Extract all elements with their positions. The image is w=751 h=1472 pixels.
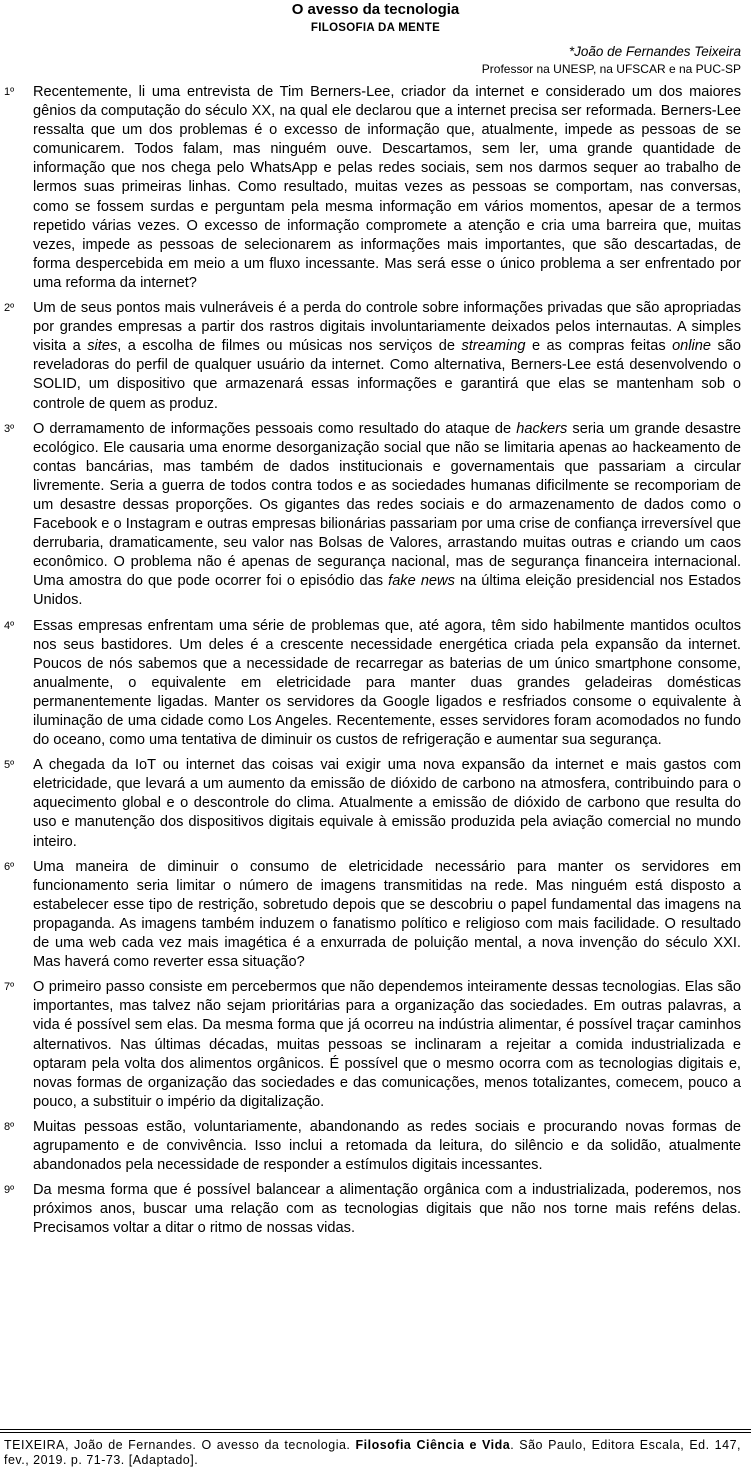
paragraph (0, 299, 751, 414)
bibliographic-reference (4, 1438, 741, 1468)
paragraph (0, 420, 751, 611)
paragraph-text: seria um grande desastre ecológico. Ele causaria uma enorme desorganização social que não se limitaria apenas ao hackeamento de contas bancárias, mas também de dados institucionais e governamentais que passariam a circular livremente. Seria a guerra de todos contra todos e as sociedades humanas dificilmente se recomporiam de um desastre dessas proporções. Os gigantes das redes sociais e do armazenamento de dados como o Facebook e o Instagram e outras empresas bilionárias passariam por uma crise de confiança irreversível que derrubaria, dramaticamente, seu valor nas Bolsas de Valores, arrastando muitas outras e criando um caos econômico. O problema não é apenas de segurança nacional, mas de segurança financeira internacional. Uma amostra do que pode ocorrer foi o episódio das (33, 420, 741, 590)
paragraph-text: A chegada da IoT ou internet das coisas vai exigir uma nova expansão da internet e mais gastos com eletricidade, que levará a um aumento da emissão de dióxido de carbono na atmosfera, contribuindo para o aquecimento global e o descontrole do clima. Atualmente a emissão de dióxido de carbono que resulta do uso e manutenção dos dispositivos digitais equivale à emissão produzida pela aviação comercial no mundo inteiro. (33, 757, 741, 850)
paragraph-number: 5º (4, 759, 15, 772)
paragraph-number: 9º (4, 1184, 15, 1197)
paragraph-text: O primeiro passo consiste em percebermos que não dependemos inteiramente dessas tecnologias. Elas são importantes, mas talvez não sejam prioritárias para a organização das sociedades. Em outras palavras, a vida é possível sem elas. Da mesma forma que já ocorreu na indústria alimentar, é possível traçar caminhos alternativos. Nas últimas décadas, muitas pessoas se inclinaram a rejeitar a comida industrializada e optaram pela volta dos alimentos orgânicos. É possível que o mesmo ocorra com as tecnologias digitais e, novas formas de organização das sociedades e das comunicações, menos totalizantes, comecem, pouco a pouco, a substituir o império da digitalização. (33, 979, 741, 1110)
paragraph-text: na última eleição presidencial nos Estados Unidos. (33, 573, 741, 609)
paragraph-number: 2º (4, 302, 15, 315)
paragraph (0, 83, 751, 293)
paragraph-number: 8º (4, 1120, 15, 1133)
reference-magazine: Filosofia Ciência e Vida (355, 1438, 511, 1452)
paragraph-text: são reveladoras do perfil de qualquer usuário da internet. Como alternativa, Berners-Lee está desenvolvendo o SOLID, um dispositivo que armazenará essas informações e garantirá que elas se mantenham sob o controle de quem as produz. (33, 338, 741, 412)
paragraph-number: 7º (4, 981, 15, 994)
author-affiliation: Professor na UNESP, na UFSCAR e na PUC-SP (481, 62, 741, 76)
paragraph (0, 978, 751, 1112)
reference-text-after: . São Paulo, Editora Escala, Ed. 147, fev., 2019. p. 71-73. [Adaptado]. (4, 1438, 742, 1467)
paragraph-number: 6º (4, 860, 15, 873)
paragraph-number: 3º (4, 422, 15, 435)
article-body (0, 83, 751, 1238)
paragraph-text: Uma maneira de diminuir o consumo de eletricidade necessário para manter os servidores em funcionamento seria limitar o número de imagens transmitidas na rede. Mas ninguém está disposto a estabelecer esse tipo de restrição, sobretudo depois que se descobriu o papel fundamental das imagens na propaganda. As imagens também induzem o fanatismo político e religioso com mais facilidade. O resultado de uma web cada vez mais imagética é a enxurrada de poluição mental, a nova invenção do século XXI. Mas haverá como reverter essa situação? (33, 858, 741, 971)
paragraph-text: Da mesma forma que é possível balancear a alimentação orgânica com a industrializada, poderemos, nos próximos anos, buscar uma relação com as tecnologias digitais que não nos torne mais reféns delas. Precisamos voltar a ditar o ritmo de nossas vidas. (33, 1182, 741, 1237)
paragraph-text: , a escolha de filmes ou músicas nos serviços de (117, 338, 462, 355)
italic-term: fake news (388, 573, 455, 590)
italic-term: hackers (516, 420, 568, 437)
italic-term: streaming (461, 338, 526, 355)
paragraph (0, 1118, 751, 1175)
paragraph-text: Essas empresas enfrentam uma série de problemas que, até agora, têm sido habilmente mantidos ocultos nos seus bastidores. Um deles é a crescente necessidade energética criada pela expansão da internet. Poucos de nós sabemos que a necessidade de recarregar as baterias de um único smartphone consome, anualmente, o equivalente em eletricidade para manter duas grandes geladeiras domésticas permanentemente ligadas. Manter os servidores da Google ligados e resfriados consome o equivalente à iluminação de uma cidade como Los Angeles. Recentemente, esses servidores foram acomodados no fundo do oceano, como uma tentativa de diminuir os custos de refrigeração e aumentar sua segurança. (33, 617, 741, 749)
paragraph-text: e as compras feitas (525, 338, 673, 355)
paragraph-number: 1º (4, 86, 15, 98)
author-name: *João de Fernandes Teixeira (568, 44, 741, 59)
section-subtitle: FILOSOFIA DA MENTE (310, 22, 441, 34)
paragraph-text: Um de seus pontos mais vulneráveis é a perda do controle sobre informações privadas que são apropriadas por grandes empresas a partir dos rastros digitais involuntariamente deixados pelos internautas. A simples visita a (33, 300, 741, 355)
paragraph (0, 858, 751, 973)
paragraph (0, 617, 751, 751)
reference-divider (0, 1429, 751, 1433)
paragraph (0, 756, 751, 851)
paragraph-text: O derramamento de informações pessoais como resultado do ataque de (33, 420, 517, 437)
paragraph-text: Muitas pessoas estão, voluntariamente, abandonando as redes sociais e procurando novas formas de agrupamento e de convivência. Isso inclui a retomada da leitura, do silêncio e da solidão, atualmente abandonados pela necessidade de responder a estímulos digitais incessantes. (33, 1118, 741, 1174)
paragraph (0, 1181, 751, 1238)
italic-term: sites (87, 338, 118, 355)
article-title: O avesso da tecnologia (291, 1, 460, 18)
paragraph-text: Recentemente, li uma entrevista de Tim Berners-Lee, criador da internet e considerado um dos maiores gênios da computação do século XX, na qual ele declarou que a internet precisa ser reformada. Berners-Lee ressalta que um dos problemas é o excesso de informação que, atualmente, impede as pessoas de se comunicarem. Todos falam, mas ninguém ouve. Descartamos, sem ler, uma grande quantidade de informação que nos chega pelo WhatsApp e pelas redes sociais, sem nos darmos sequer ao trabalho de lermos suas primeiras linhas. Como resultado, muitas vezes as pessoas se comportam, nas conversas, como se fossem surdas e perguntam pela mesma informação em vários momentos, apesar de a termos repetido várias vezes. O excesso de informação compromete a atenção e cria uma barreira que, muitas vezes, impede as pessoas de selecionarem as informações mais importantes, que são descartadas, de forma despercebida em meio a um fluxo incessante. Mas será esse o único problema a ser enfrentado por uma reforma da internet? (33, 84, 741, 291)
italic-term: online (672, 338, 712, 355)
reference-text-before: TEIXEIRA, João de Fernandes. O avesso da tecnologia. (4, 1438, 356, 1452)
paragraph-number: 4º (4, 619, 15, 632)
